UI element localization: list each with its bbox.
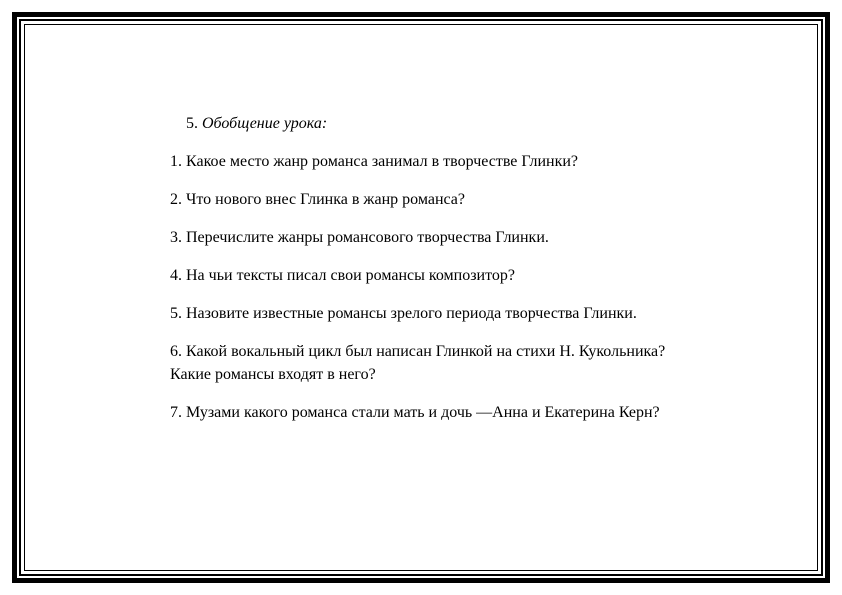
- question-3: 3. Перечислите жанры романсового творчества Глинки.: [170, 229, 549, 246]
- section-number: 5.: [186, 115, 198, 132]
- section-title: Обобщение урока:: [202, 115, 328, 132]
- question-7: 7. Музами какого романса стали мать и дочь —Анна и Екатерина Керн?: [170, 404, 660, 421]
- question-6: 6. Какой вокальный цикл был написан Глинкой на стихи Н. Кукольника? Какие романсы входят в него?: [170, 343, 666, 383]
- question-1: 1. Какое место жанр романса занимал в творчестве Глинки?: [170, 153, 578, 170]
- question-5: 5. Назовите известные романсы зрелого периода творчества Глинки.: [170, 305, 637, 322]
- question-2: 2. Что нового внес Глинка в жанр романса?: [170, 191, 466, 208]
- section-heading: [186, 114, 700, 134]
- lesson-summary: [170, 114, 700, 439]
- question-4: 4. На чьи тексты писал свои романсы композитор?: [170, 267, 515, 284]
